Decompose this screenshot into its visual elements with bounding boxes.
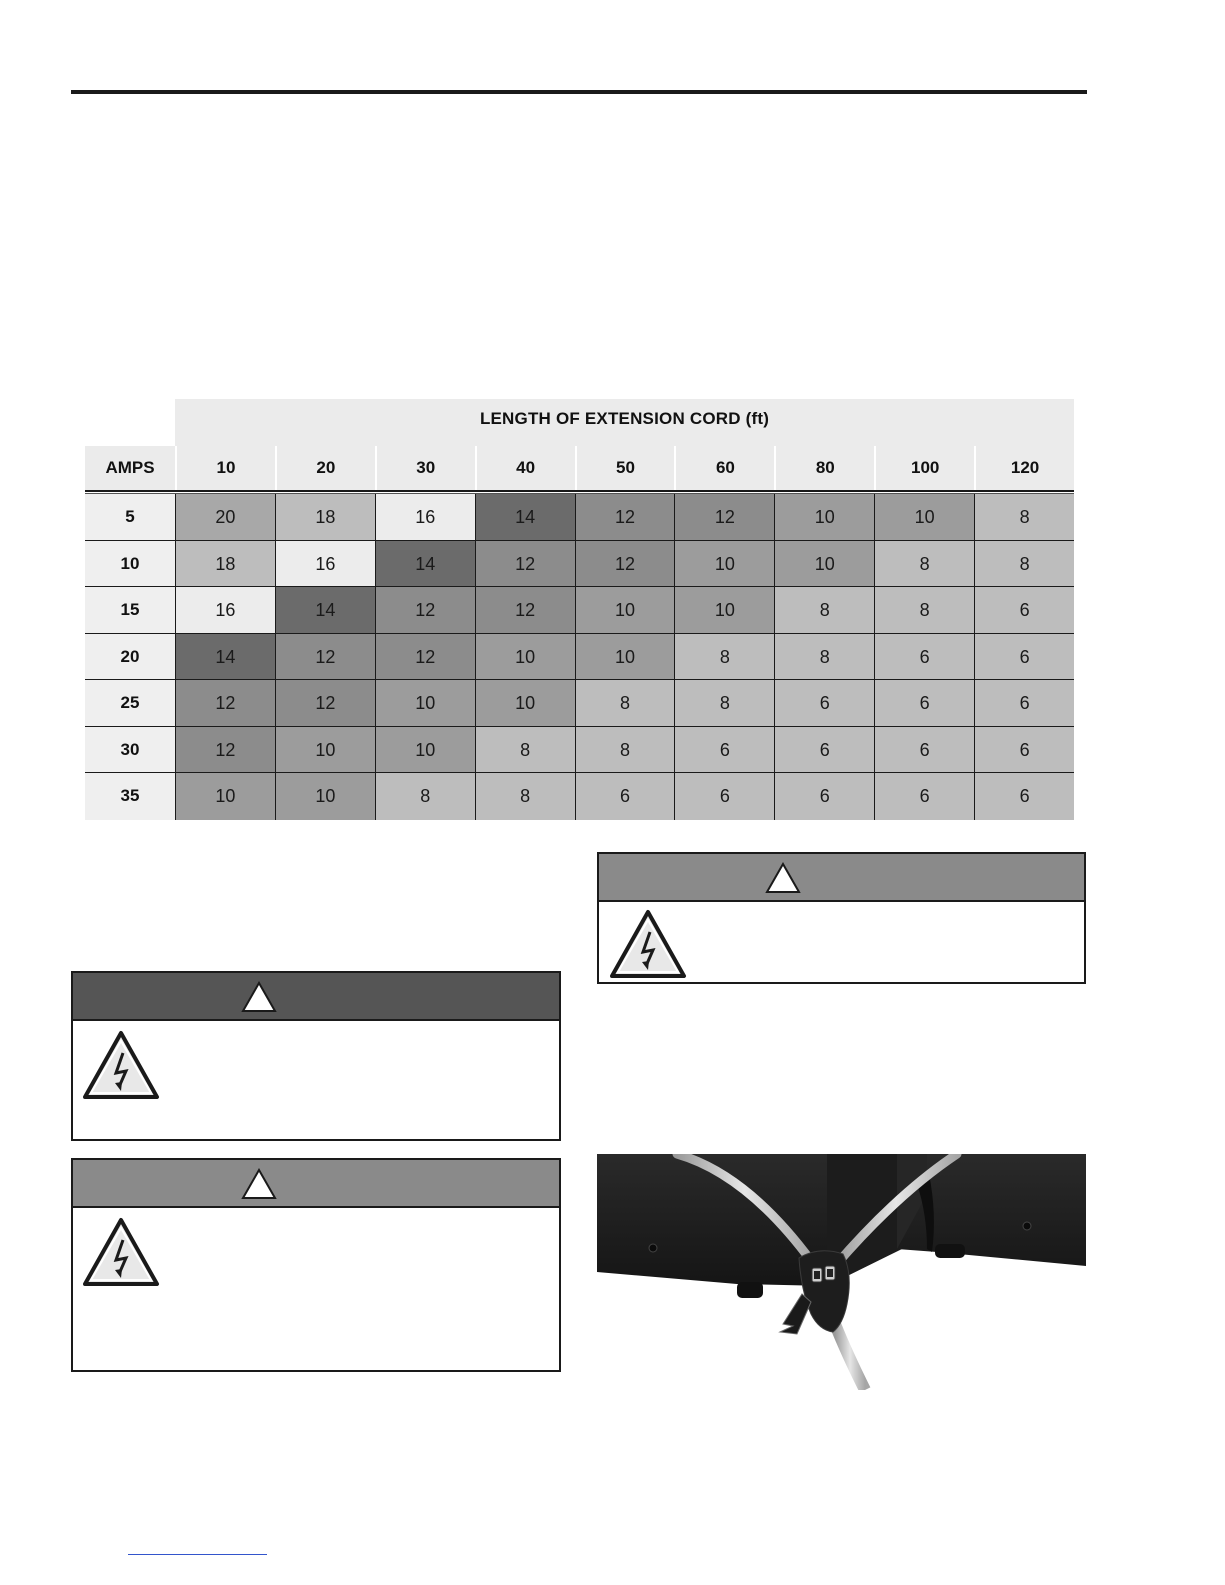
gauge-cell: 12	[475, 587, 575, 633]
gauge-cell: 8	[674, 680, 774, 726]
warning-box-right	[597, 852, 1086, 984]
amps-cell: 15	[85, 587, 175, 633]
danger-header-bar	[73, 973, 559, 1021]
electric-shock-icon	[81, 1029, 161, 1101]
alert-triangle-icon	[765, 862, 801, 894]
gauge-cell: 18	[275, 494, 375, 540]
gauge-cell: 14	[475, 494, 575, 540]
gauge-cell: 16	[175, 587, 275, 633]
table-row	[85, 541, 1074, 588]
gauge-cell: 6	[674, 773, 774, 820]
gauge-cell: 12	[175, 680, 275, 726]
gauge-cell: 14	[375, 541, 475, 587]
length-header: 30	[375, 446, 475, 490]
gauge-cell: 10	[874, 494, 974, 540]
gauge-cell: 12	[575, 541, 675, 587]
gauge-cell: 12	[575, 494, 675, 540]
electric-shock-icon	[81, 1216, 161, 1288]
gauge-cell: 18	[175, 541, 275, 587]
gauge-cell: 6	[774, 680, 874, 726]
amps-cell: 25	[85, 680, 175, 726]
gauge-cell: 10	[774, 494, 874, 540]
gauge-cell: 8	[475, 773, 575, 820]
gauge-cell: 8	[874, 587, 974, 633]
table-row	[85, 587, 1074, 634]
amps-header: AMPS	[85, 446, 175, 490]
length-header: 80	[774, 446, 874, 490]
top-rule	[71, 90, 1087, 94]
gauge-cell: 10	[674, 587, 774, 633]
gauge-cell: 6	[575, 773, 675, 820]
table-header-row	[85, 446, 1074, 490]
gauge-cell: 6	[874, 727, 974, 773]
gauge-cell: 10	[774, 541, 874, 587]
gauge-cell: 8	[475, 727, 575, 773]
gauge-cell: 8	[674, 634, 774, 680]
gauge-cell: 12	[674, 494, 774, 540]
warning-header-bar	[599, 854, 1084, 902]
gauge-cell: 10	[475, 634, 575, 680]
gauge-cell: 10	[575, 587, 675, 633]
gauge-cell: 6	[974, 680, 1074, 726]
length-header: 100	[874, 446, 974, 490]
gauge-cell: 6	[874, 634, 974, 680]
gauge-cell: 10	[575, 634, 675, 680]
gauge-cell: 12	[375, 634, 475, 680]
table-row	[85, 680, 1074, 727]
table-row	[85, 494, 1074, 541]
gauge-cell: 10	[475, 680, 575, 726]
gauge-cell: 8	[874, 541, 974, 587]
gauge-cell: 10	[375, 680, 475, 726]
gauge-cell: 8	[575, 680, 675, 726]
gauge-cell: 6	[974, 587, 1074, 633]
gauge-cell: 20	[175, 494, 275, 540]
gauge-cell: 8	[375, 773, 475, 820]
gauge-cell: 8	[974, 541, 1074, 587]
gauge-cell: 16	[375, 494, 475, 540]
gauge-cell: 6	[974, 727, 1074, 773]
length-header: 50	[575, 446, 675, 490]
table-title: LENGTH OF EXTENSION CORD (ft)	[479, 409, 770, 428]
gauge-cell: 8	[575, 727, 675, 773]
footer-link-underline	[128, 1554, 267, 1555]
length-header: 10	[175, 446, 275, 490]
gauge-cell: 10	[375, 727, 475, 773]
gauge-cell: 8	[774, 587, 874, 633]
gauge-cell: 10	[275, 727, 375, 773]
gauge-cell: 14	[275, 587, 375, 633]
table-row	[85, 634, 1074, 681]
length-header: 20	[275, 446, 375, 490]
warning-header-bar	[73, 1160, 559, 1208]
alert-triangle-icon	[241, 1168, 277, 1200]
gauge-cell: 6	[674, 727, 774, 773]
gauge-cell: 12	[275, 680, 375, 726]
amps-cell: 20	[85, 634, 175, 680]
amps-cell: 35	[85, 773, 175, 820]
gauge-cell: 6	[974, 634, 1074, 680]
length-header: 120	[974, 446, 1074, 490]
table-body	[85, 494, 1074, 820]
alert-triangle-icon	[241, 981, 277, 1013]
gauge-cell: 6	[774, 727, 874, 773]
gauge-cell: 12	[275, 634, 375, 680]
gauge-cell: 8	[974, 494, 1074, 540]
gauge-cell: 8	[774, 634, 874, 680]
gauge-cell: 12	[175, 727, 275, 773]
amps-cell: 30	[85, 727, 175, 773]
gauge-cell: 12	[375, 587, 475, 633]
gauge-cell: 12	[475, 541, 575, 587]
gauge-cell: 6	[974, 773, 1074, 820]
warning-box-left	[71, 1158, 561, 1372]
gauge-cell: 16	[275, 541, 375, 587]
gauge-cell: 6	[774, 773, 874, 820]
table-row	[85, 773, 1074, 820]
gauge-cell: 6	[874, 773, 974, 820]
header-rule	[85, 490, 1074, 492]
gauge-cell: 6	[874, 680, 974, 726]
cord-splitter-photo	[597, 1154, 1086, 1390]
electric-shock-icon	[608, 908, 688, 980]
gauge-cell: 10	[175, 773, 275, 820]
table-row	[85, 727, 1074, 774]
gauge-cell: 10	[674, 541, 774, 587]
gauge-cell: 14	[175, 634, 275, 680]
length-header: 40	[475, 446, 575, 490]
gauge-cell: 10	[275, 773, 375, 820]
length-header: 60	[674, 446, 774, 490]
danger-box-left	[71, 971, 561, 1141]
amps-cell: 5	[85, 494, 175, 540]
amps-cell: 10	[85, 541, 175, 587]
